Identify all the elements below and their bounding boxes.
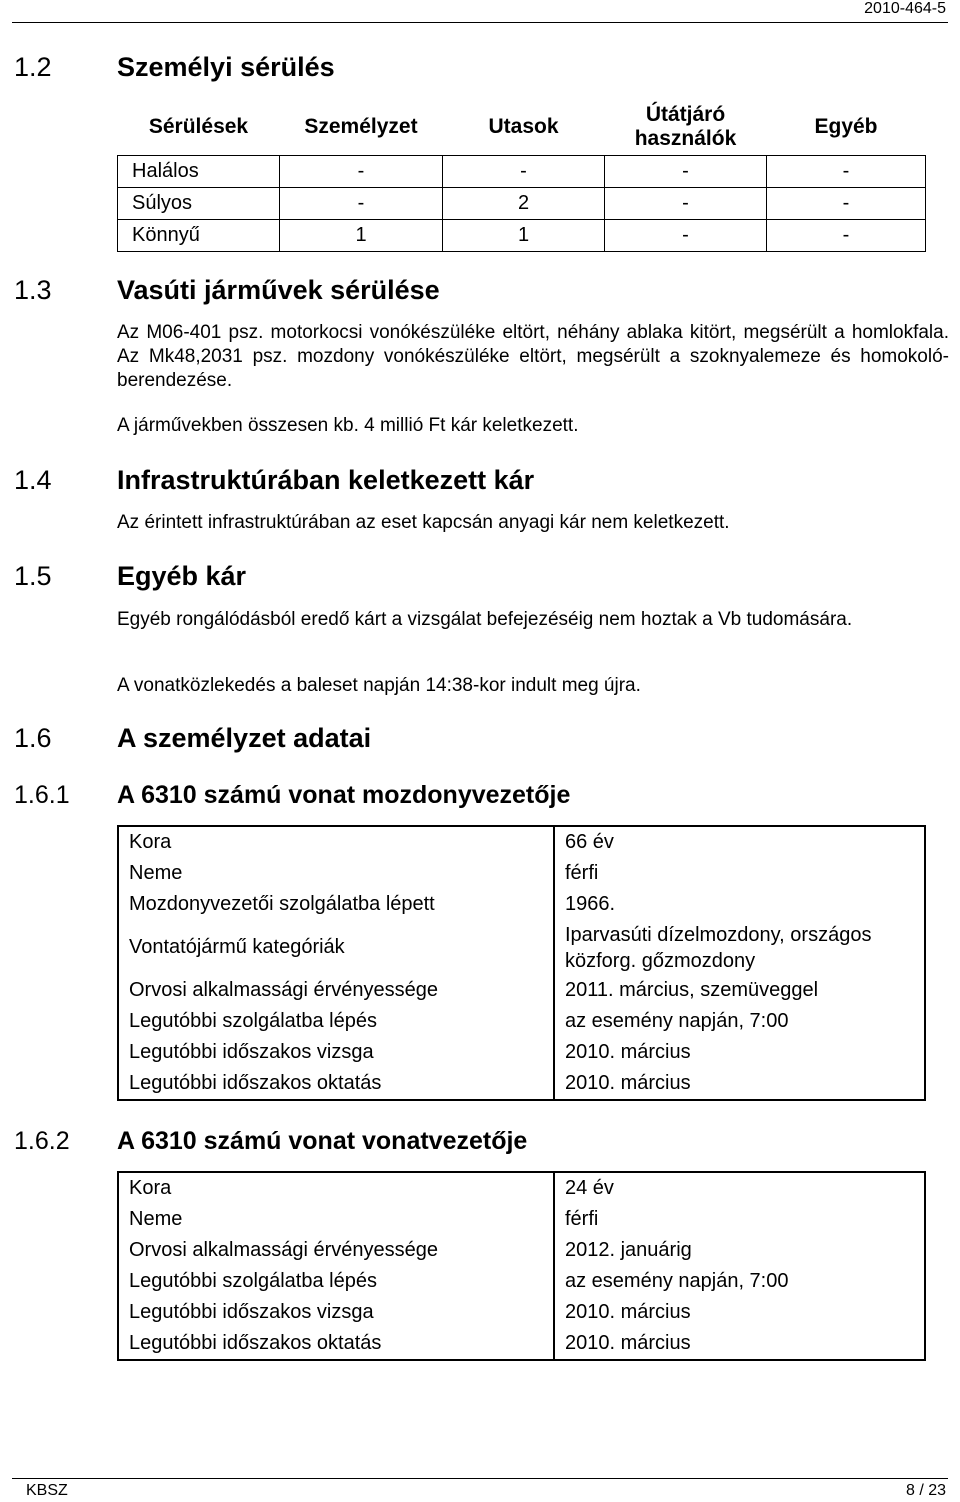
paragraph: A járművekben összesen kb. 4 millió Ft kár keletkezett. <box>117 415 579 436</box>
section-title: Vasúti járművek sérülése <box>117 275 440 305</box>
field-value: 2012. januárig <box>565 1239 692 1261</box>
table-row <box>118 975 925 1006</box>
injury-table <box>117 99 926 252</box>
section-number: 1.5 <box>14 561 52 591</box>
page-number: 8 / 23 <box>905 1482 946 1499</box>
injury-table-header-row <box>118 99 926 156</box>
table-row <box>118 1235 925 1266</box>
table-row <box>118 188 926 220</box>
table-row <box>118 858 925 889</box>
table-row <box>118 1006 925 1037</box>
section-number: 1.6.2 <box>14 1127 70 1155</box>
field-value: 1966. <box>565 893 616 915</box>
table-row <box>118 1037 925 1068</box>
table-row <box>118 156 926 188</box>
header-rule <box>12 22 948 23</box>
field-value: 2010. március <box>565 1332 691 1354</box>
field-value: 2010. március <box>565 1301 691 1323</box>
section-title: A 6310 számú vonat vonatvezetője <box>117 1127 528 1155</box>
field-label: Legutóbbi szolgálatba lépés <box>118 1266 554 1297</box>
field-label: Vontatójármű kategóriák <box>118 920 554 975</box>
section-title: Személyi sérülés <box>117 52 335 82</box>
table-cell: 1 <box>443 220 605 252</box>
paragraph: Az érintett infrastruktúrában az eset kapcsán anyagi kár nem keletkezett. <box>117 512 730 533</box>
column-header: Utasok <box>443 99 605 156</box>
field-value: férfi <box>565 1208 599 1230</box>
table-cell: - <box>605 220 767 252</box>
column-header: Útátjáró használók <box>605 99 767 156</box>
field-value: 66 év <box>565 831 614 853</box>
field-label: Neme <box>118 858 554 889</box>
table-row <box>118 1068 925 1100</box>
table-cell: - <box>767 188 926 220</box>
section-title: A 6310 számú vonat mozdonyvezetője <box>117 781 571 809</box>
field-value: az esemény napján, 7:00 <box>565 1010 789 1032</box>
section-title: Egyéb kár <box>117 561 247 591</box>
table-cell: 2 <box>443 188 605 220</box>
table-cell: - <box>767 220 926 252</box>
table-row <box>118 889 925 920</box>
table-row <box>118 1297 925 1328</box>
field-label: Kora <box>118 826 554 858</box>
table-row <box>118 1172 925 1204</box>
field-value: 2011. március, szemüveggel <box>565 979 819 1001</box>
table-cell: Könnyű <box>118 220 280 252</box>
section-title: Infrastruktúrában keletkezett kár <box>117 465 535 495</box>
field-label: Kora <box>118 1172 554 1204</box>
paragraph: A vonatközlekedés a baleset napján 14:38-kor indult meg újra. <box>117 675 641 696</box>
section-heading-1-6-1 <box>14 781 570 810</box>
table-cell: - <box>443 156 605 188</box>
section-number: 1.6 <box>14 723 52 753</box>
section-number: 1.2 <box>14 52 52 82</box>
field-value: 24 év <box>565 1177 614 1199</box>
paragraph: Egyéb rongálódásból eredő kárt a vizsgálat befejezéséig nem hoztak a Vb tudomására. <box>117 609 853 630</box>
table-row <box>118 826 925 858</box>
table-row <box>118 1266 925 1297</box>
table-row <box>118 1204 925 1235</box>
field-value: 2010. március <box>565 1072 691 1094</box>
field-label: Legutóbbi szolgálatba lépés <box>118 1006 554 1037</box>
field-label: Orvosi alkalmassági érvényessége <box>118 1235 554 1266</box>
field-label: Neme <box>118 1204 554 1235</box>
paragraph: Az M06-401 psz. motorkocsi vonókészüléke eltört, néhány ablaka kitört, megsérült a homlokfala. Az Mk48,2031 psz. mozdony vonókészüléke eltört, megsérült a szoknyalemeze és homokoló-berendezése. <box>117 322 949 391</box>
section-number: 1.6.1 <box>14 781 70 809</box>
field-value: az esemény napján, 7:00 <box>565 1270 789 1292</box>
section-heading-1-4 <box>14 465 534 496</box>
driver-data-table <box>117 825 926 1101</box>
table-row <box>118 220 926 252</box>
field-label: Legutóbbi időszakos vizsga <box>118 1297 554 1328</box>
table-row <box>118 1328 925 1360</box>
section-heading-1-2 <box>14 52 335 83</box>
section-number: 1.3 <box>14 275 52 305</box>
section-heading-1-3 <box>14 275 440 306</box>
field-value: 2010. március <box>565 1041 691 1063</box>
section-heading-1-5 <box>14 561 246 592</box>
field-label: Legutóbbi időszakos oktatás <box>118 1328 554 1360</box>
document-id: 2010-464-5 <box>864 0 946 17</box>
section-number: 1.4 <box>14 465 52 495</box>
column-header: Egyéb <box>767 99 926 156</box>
table-cell: Súlyos <box>118 188 280 220</box>
footer-rule <box>12 1478 948 1479</box>
table-cell: 1 <box>280 220 443 252</box>
table-cell: - <box>280 156 443 188</box>
section-heading-1-6-2 <box>14 1127 527 1156</box>
footer-organization: KBSZ <box>26 1482 68 1499</box>
table-cell: Halálos <box>118 156 280 188</box>
field-value: Iparvasúti dízelmozdony, országos közforg. gőzmozdony <box>565 923 872 972</box>
table-cell: - <box>280 188 443 220</box>
field-value: férfi <box>565 862 599 884</box>
table-row <box>118 920 925 975</box>
table-cell: - <box>605 156 767 188</box>
field-label: Legutóbbi időszakos oktatás <box>118 1068 554 1100</box>
column-header: Személyzet <box>280 99 443 156</box>
section-title: A személyzet adatai <box>117 723 372 753</box>
field-label: Mozdonyvezetői szolgálatba lépett <box>118 889 554 920</box>
field-label: Legutóbbi időszakos vizsga <box>118 1037 554 1068</box>
conductor-data-table <box>117 1171 926 1361</box>
section-heading-1-6 <box>14 723 371 754</box>
field-label: Orvosi alkalmassági érvényessége <box>118 975 554 1006</box>
table-cell: - <box>767 156 926 188</box>
table-cell: - <box>605 188 767 220</box>
column-header: Sérülések <box>118 99 280 156</box>
